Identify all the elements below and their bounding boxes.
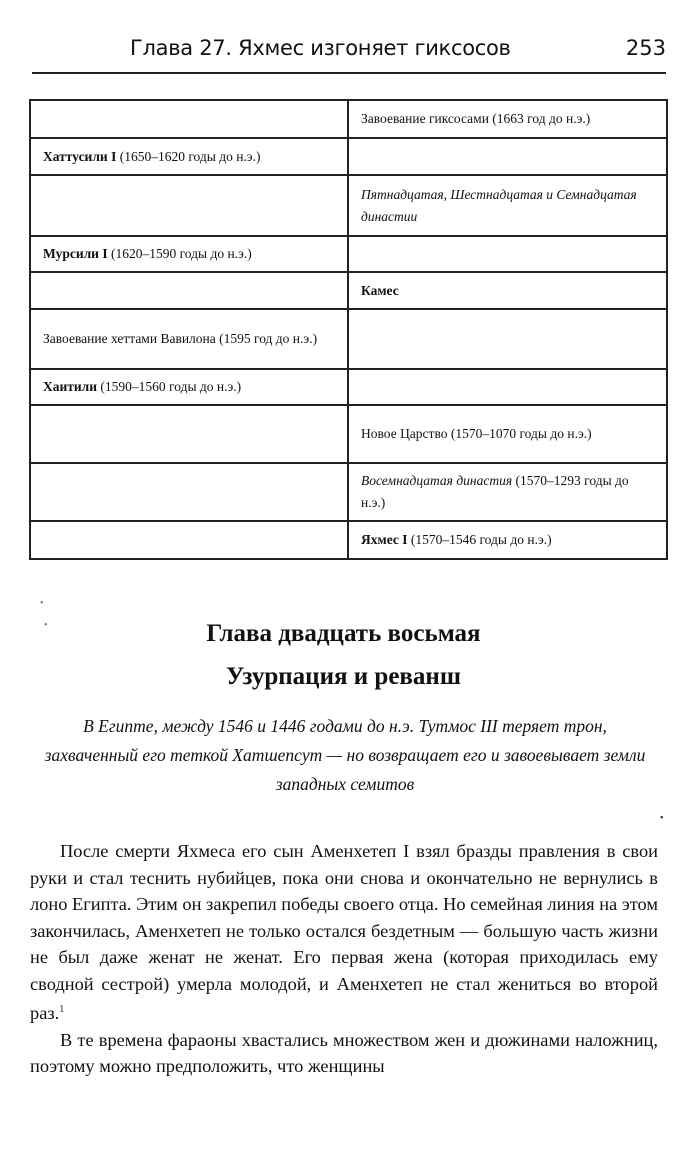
timeline-cell-text: Завоевание хеттами Вавилона (1595 год до н.э.) xyxy=(43,331,318,346)
page-number: 253 xyxy=(625,36,666,60)
timeline-cell-text: Хаитили xyxy=(43,379,98,394)
margin-speck: • xyxy=(660,813,664,824)
chapter-number-heading: Глава двадцать восьмая xyxy=(206,620,481,647)
timeline-cell-text: Новое Царство (1570–1070 годы до н.э.) xyxy=(361,426,592,441)
timeline-cell-text: Мурсили I xyxy=(43,246,108,261)
timeline-cell-egypt xyxy=(348,100,667,138)
timeline-cell-egypt xyxy=(348,175,667,236)
timeline-cell-hittite xyxy=(30,309,348,369)
timeline-cell-text: (1570–1293 годы до н.э.) xyxy=(361,473,629,510)
timeline-cell-egypt xyxy=(348,521,667,559)
timeline-cell-text: (1570–1546 годы до н.э.) xyxy=(407,532,552,547)
body-text xyxy=(30,838,658,1080)
timeline-cell-text: Завоевание гиксосами (1663 год до н.э.) xyxy=(361,111,591,126)
timeline-cell-hittite xyxy=(30,138,348,175)
timeline-cell-hittite xyxy=(30,175,348,236)
timeline-row xyxy=(30,309,667,369)
timeline-cell-egypt xyxy=(348,369,667,405)
running-title: Глава 27. Яхмес изгоняет гиксосов xyxy=(130,36,511,60)
timeline-cell-hittite xyxy=(30,521,348,559)
timeline-cell-egypt xyxy=(348,405,667,463)
timeline-cell-hittite xyxy=(30,100,348,138)
timeline-cell-text: Камес xyxy=(361,282,399,298)
timeline-row xyxy=(30,521,667,559)
timeline-cell-egypt xyxy=(348,309,667,369)
timeline-cell-text: Хаттусили I xyxy=(43,148,117,164)
running-header xyxy=(32,28,666,74)
paragraph-2: В те времена фараоны хвастались множеством жен и дюжинами наложниц, поэтому можно предположить, что женщины xyxy=(30,1029,658,1077)
chapter-epigraph: В Египте, между 1546 и 1446 годами до н.э. Тутмос III теряет трон, захваченный его теткой Хатшепсут — но возвращает его и завоевывает земли западных семитов xyxy=(44,716,646,794)
timeline-cell-hittite xyxy=(30,236,348,272)
timeline-cell-hittite xyxy=(30,369,348,405)
chapter-title-heading: Узурпация и реванш xyxy=(226,663,461,690)
timeline-row xyxy=(30,236,667,272)
timeline-cell-text: Восемнадцатая династия xyxy=(361,473,513,488)
timeline-cell-egypt xyxy=(348,138,667,175)
footnote-marker: 1 xyxy=(59,1004,65,1015)
timeline-row xyxy=(30,100,667,138)
paragraph-1-text: После смерти Яхмеса его сын Аменхетеп I взял бразды правления в свои руки и стал теснить нубийцев, пока они снова и окончательно не вернулись в лоно Египта. Этим он закрепил победы своего отца. Но семейная линия на этом закончилась, Аменхетеп не только остался бездетным — большую часть жизни не был даже женат не женат. Его первая жена (которая приходилась ему сводной сестрой) умерла молодой, и Аменхетеп не стал жениться во второй раз. xyxy=(30,841,658,1024)
timeline-row xyxy=(30,369,667,405)
timeline-cell-egypt xyxy=(348,272,667,309)
timeline-row xyxy=(30,463,667,521)
timeline-cell-hittite xyxy=(30,405,348,463)
timeline-cell-text: (1590–1560 годы до н.э.) xyxy=(97,379,242,394)
timeline-row xyxy=(30,405,667,463)
timeline-row xyxy=(30,175,667,236)
timeline-cell-egypt xyxy=(348,236,667,272)
timeline-cell-text: Яхмес I xyxy=(361,532,408,547)
timeline-table xyxy=(29,99,668,560)
timeline-cell-text: (1620–1590 годы до н.э.) xyxy=(107,246,252,261)
timeline-cell-text: (1650–1620 годы до н.э.) xyxy=(116,148,261,164)
timeline-cell-hittite xyxy=(30,272,348,309)
timeline-row xyxy=(30,138,667,175)
timeline-row xyxy=(30,272,667,309)
timeline-cell-text: Пятнадцатая, Шестнадцатая и Семнадцатая династии xyxy=(361,186,637,224)
timeline-cell-egypt xyxy=(348,463,667,521)
paragraph-1 xyxy=(30,838,658,1027)
margin-speck: • xyxy=(40,598,44,609)
margin-speck: • xyxy=(44,620,48,631)
timeline-cell-hittite xyxy=(30,463,348,521)
